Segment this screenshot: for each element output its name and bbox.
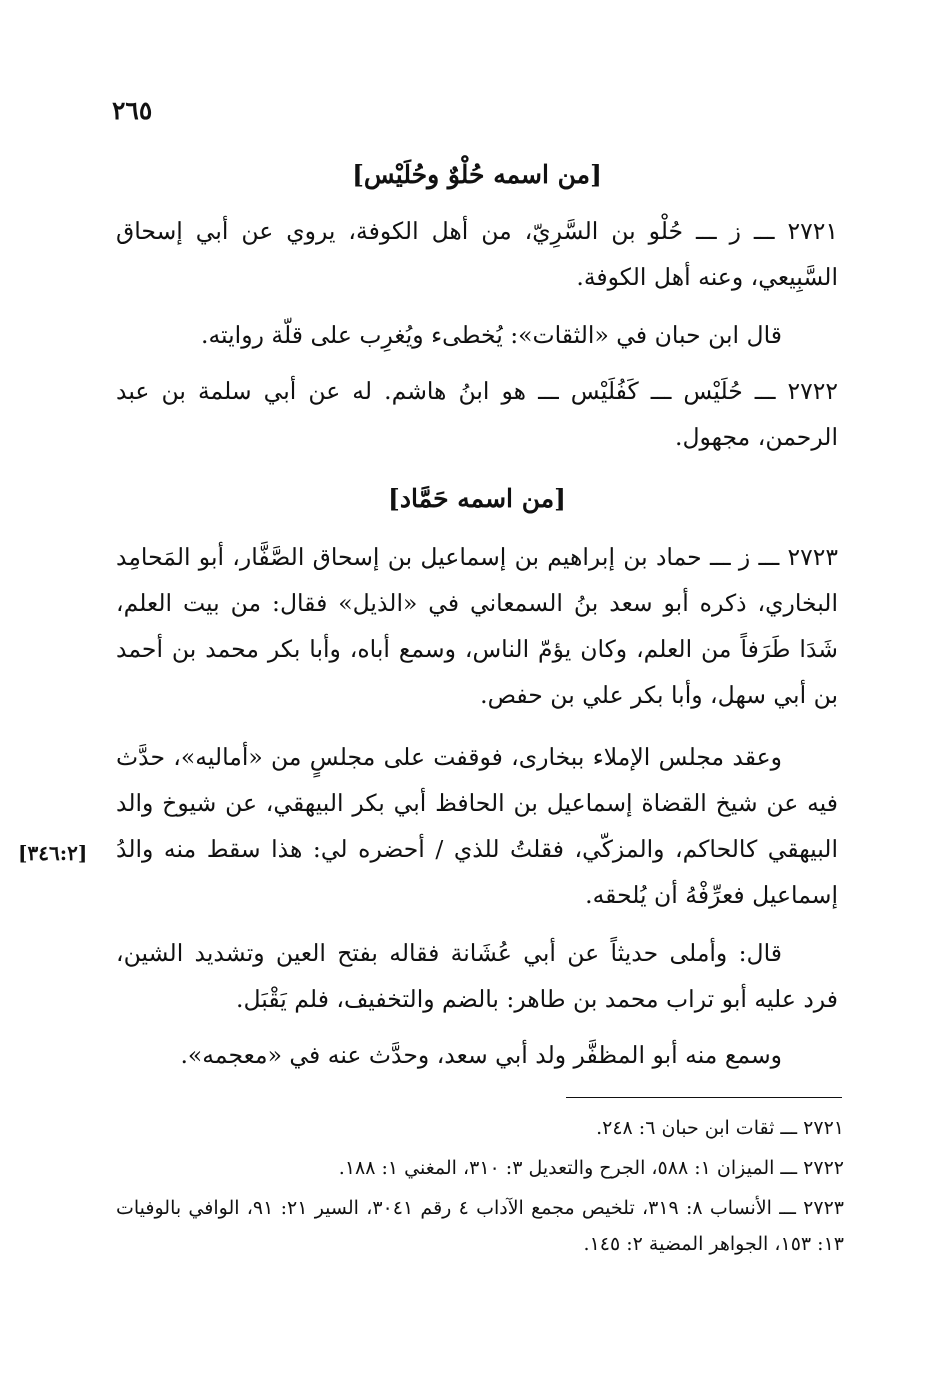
entry-2721-text: ٢٧٢١ ـــ ز ـــ حُلْو بن السَّرِيّ، من أهل الكوفة، يروي عن أبي إسحاق السَّبِيعي، وعنه أهل الكوفة. bbox=[116, 217, 838, 291]
margin-reference: [٣٤٦:٢] bbox=[18, 841, 88, 865]
entry-2723-samia-text: وسمع منه أبو المظفَّر ولد أبي سعد، وحدَّث عنه في «معجمه». bbox=[180, 1041, 782, 1069]
footnote-2721: ٢٧٢١ ـــ ثقات ابن حبان ٦: ٢٤٨. bbox=[596, 1117, 844, 1139]
entry-2722 bbox=[116, 368, 838, 460]
entry-2723-imla bbox=[116, 734, 838, 918]
section-heading-hammad: [من اسمه حَمَّاد] bbox=[388, 484, 566, 513]
section-heading-hulw-hulays: [من اسمه حُلْوٌ وحُلَيْس] bbox=[352, 160, 602, 189]
entry-2722-text: ٢٧٢٢ ـــ حُلَيْس ـــ كَفُلَيْس ـــ هو ابنُ هاشم. له عن أبي سلمة بن عبد الرحمن، مجهول. bbox=[116, 377, 838, 451]
entry-2723 bbox=[116, 534, 838, 718]
footnote-separator bbox=[566, 1097, 842, 1098]
entry-2723-amla bbox=[116, 930, 838, 1022]
entry-2721 bbox=[116, 208, 838, 300]
footnote-2722: ٢٧٢٢ ـــ الميزان ١: ٥٨٨، الجرح والتعديل ٣: ٣١٠، المغني ١: ١٨٨. bbox=[338, 1157, 844, 1179]
entry-2721-note bbox=[116, 312, 838, 358]
entry-2723-text: ٢٧٢٣ ـــ ز ـــ حماد بن إبراهيم بن إسماعيل بن إسحاق الصَّفَّار، أبو المَحامِد البخاري، ذكره أبو سعد بنُ السمعاني في «الذيل» فقال: من بيت العلم، شَدَا طَرَفاً من العلم، وكان يؤمّ الناس، وسمع أباه، وأبا بكر محمد بن أحمد بن أبي سهل، وأبا بكر علي بن حفص. bbox=[116, 543, 838, 709]
entry-2723-imla-text: وعقد مجلس الإملاء ببخارى، فوقفت على مجلسٍ من «أماليه»، حدَّث فيه عن شيخ القضاة إسماعيل بن الحافظ أبي بكر البيهقي، عن شيوخ والد البيهقي كالحاكم، والمزكّي، فقلتُ للذي / أحضره لي: هذا سقط منه والدُ إسماعيل فعرِّفْهُ أن يُلحقه. bbox=[116, 743, 838, 909]
entry-2723-amla-text: قال: وأملى حديثاً عن أبي عُشَانة فقاله بفتح العين وتشديد الشين، فرد عليه أبو تراب محمد بن طاهر: بالضم والتخفيف، فلم يَقْبَل. bbox=[116, 939, 838, 1013]
entry-2721-note-text: قال ابن حبان في «الثقات»: يُخطىء ويُغرِب على قلّة روايته. bbox=[200, 321, 782, 349]
footnotes bbox=[116, 1110, 844, 1266]
entry-2723-samia bbox=[116, 1032, 838, 1078]
page-number: ٢٦٥ bbox=[112, 96, 153, 125]
footnote-2723: ٢٧٢٣ ـــ الأنساب ٨: ٣١٩، تلخيص مجمع الآداب ٤ رقم ٣٠٤١، السير ٢١: ٩١، الوافي بالوفيات ١٣: ١٥٣، الجواهر المضية ٢: ١٤٥. bbox=[116, 1197, 844, 1255]
